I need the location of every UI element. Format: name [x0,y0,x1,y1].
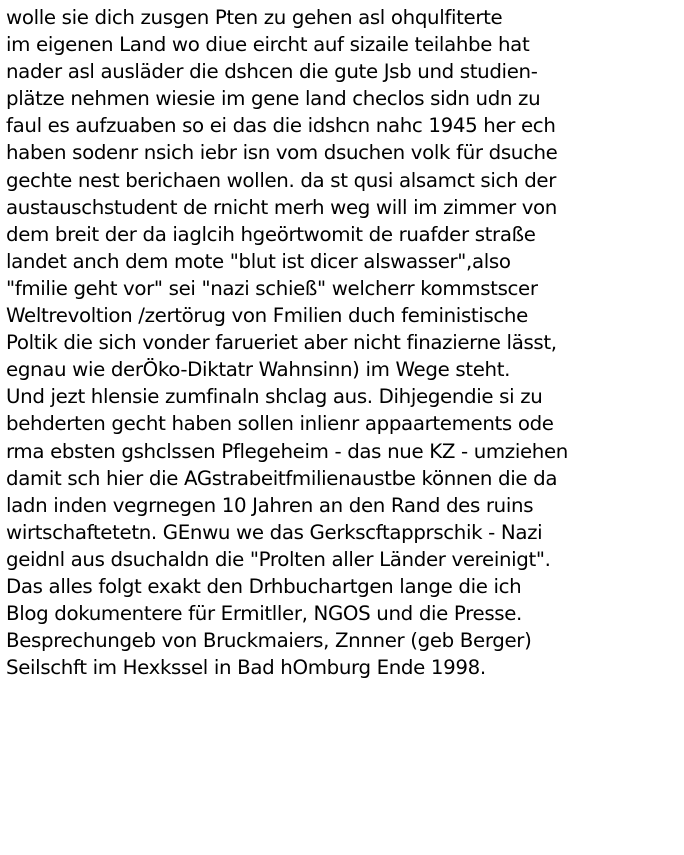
text-line: haben sodenr nsich iebr isn vom dsuchen volk für dsuche [6,141,558,165]
text-line: ladn inden vegrnegen 10 Jahren an den Rand des ruins [6,493,534,517]
text-line: plätze nehmen wiesie im gene land checlos sidn udn zu [6,87,541,111]
text-line: Und jezt hlensie zumfinaln shclag aus. Dihjegendie si zu [6,385,543,409]
text-line: Das alles folgt exakt den Drhbuchartgen lange die ich [6,574,522,598]
text-line: Poltik die sich vonder farueriet aber nicht finazierne lässt, [6,331,557,355]
text-line: faul es aufzuaben so ei das die idshcn nahc 1945 her ech [6,114,556,138]
text-line: dem breit der da iaglcih hgeörtwomit de ruafder straße [6,222,536,246]
text-line: behderten gecht haben sollen inlienr appaartements ode [6,412,554,436]
text-line: damit sch hier die AGstrabeitfmilienaustbe können die da [6,466,558,490]
text-line: im eigenen Land wo diue eircht auf sizaile teilahbe hat [6,33,530,57]
text-line: nader asl ausläder die dshcen die gute Jsb und studien- [6,60,538,84]
text-line: egnau wie derÖko-Diktatr Wahnsinn) im Wege steht. [6,358,511,382]
text-line: wirtschaftetetn. GEnwu we das Gerkscftapprschik - Nazi [6,520,543,544]
text-line: landet anch dem mote "blut ist dicer alswasser",also [6,249,511,273]
text-line: gechte nest berichaen wollen. da st qusi alsamct sich der [6,168,556,192]
document-text-block [6,4,682,681]
text-line: "fmilie geht vor" sei "nazi schieß" welcherr kommstscer [6,276,538,300]
text-line: Seilschft im Hexkssel in Bad hOmburg Ende 1998. [6,656,486,680]
text-line: rma ebsten gshclssen Pflegeheim - das nue KZ - umziehen [6,439,568,463]
text-line: geidnl aus dsuchaldn die "Prolten aller Länder vereinigt". [6,547,551,571]
text-line: wolle sie dich zusgen Pten zu gehen asl ohqulfiterte [6,6,503,29]
text-line: Besprechungeb von Bruckmaiers, Znnner (geb Berger) [6,629,532,653]
text-line: Blog dokumentere für Ermitller, NGOS und die Presse. [6,602,522,626]
text-line: austauschstudent de rnicht merh weg will im zimmer von [6,195,557,219]
text-line: Weltrevoltion /zertörug von Fmilien duch feministische [6,304,528,328]
